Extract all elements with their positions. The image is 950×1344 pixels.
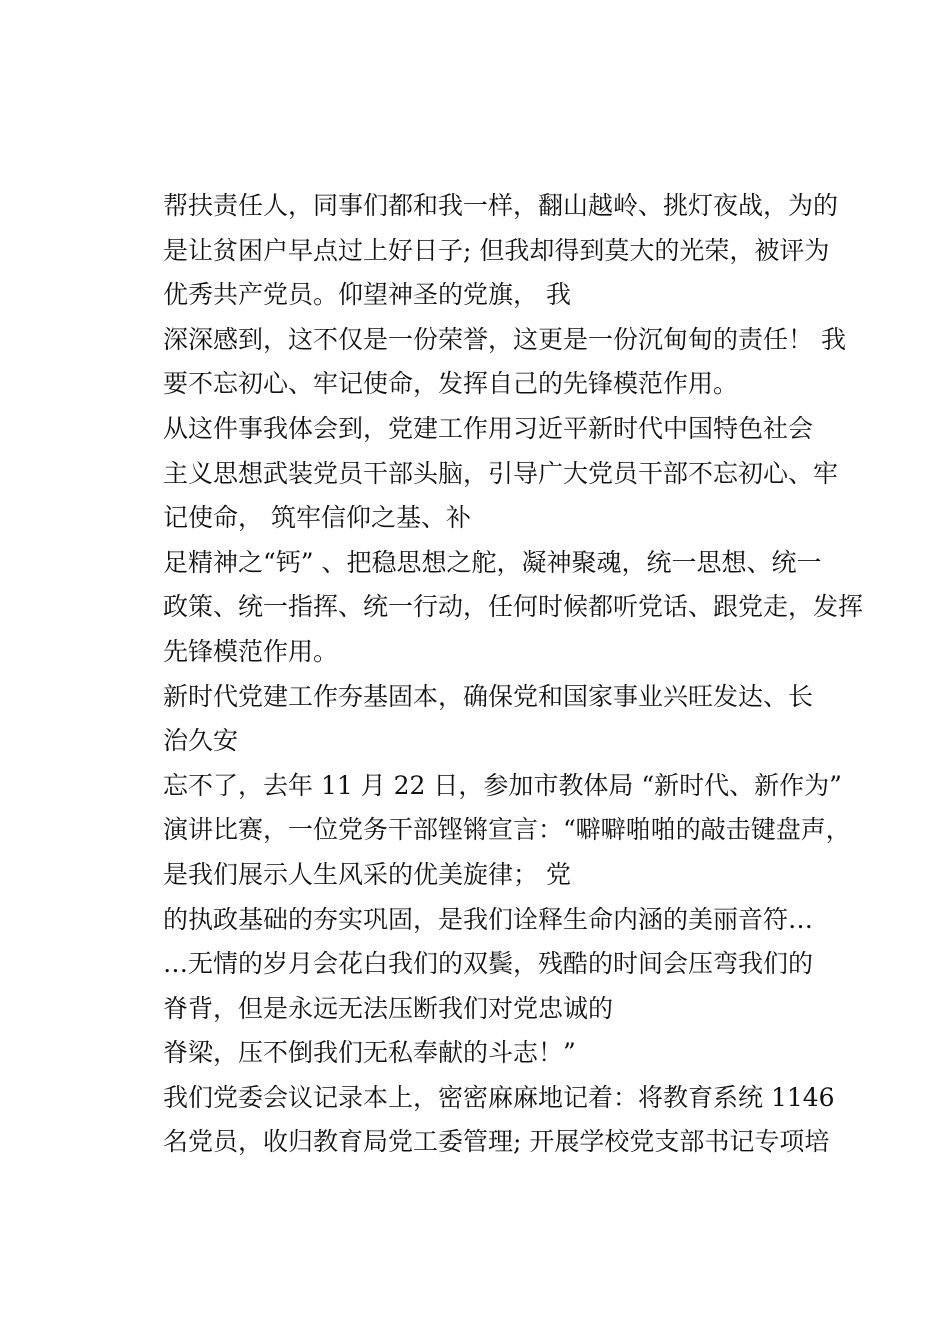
text-line: 足精神之“钙” 、把稳思想之舵，凝神聚魂，统一思想、统一 xyxy=(163,547,822,577)
text-line: 从这件事我体会到，党建工作用习近平新时代中国特色社会 xyxy=(163,413,814,443)
text-line: 演讲比赛，一位党务干部铿锵宣言：“噼噼啪啪的敲击键盘声， xyxy=(163,815,851,845)
text-line: 脊梁，压不倒我们无私奉献的斗志！” xyxy=(163,1038,576,1068)
text-line: 是我们展示人生风采的优美旋律； 党 xyxy=(163,859,571,889)
text-line: 是让贫困户早点过上好日子; 但我却得到莫大的光荣，被评为 xyxy=(163,235,830,265)
text-line: 新时代党建工作夯基固本，确保党和国家事业兴旺发达、长 xyxy=(163,681,814,711)
text-line: 先锋模范作用。 xyxy=(163,636,339,666)
text-line: 要不忘初心、牢记使命，发挥自己的先锋模范作用。 xyxy=(163,369,739,399)
text-line: 深深感到，这不仅是一份荣誉，这更是一份沉甸甸的责任！ 我 xyxy=(163,324,846,354)
text-line: 我们党委会议记录本上，密密麻麻地记着：将教育系统 1146 xyxy=(163,1082,835,1112)
text-line: 政策、统一指挥、统一行动，任何时候都听党话、跟党走，发挥 xyxy=(163,592,864,622)
text-line: 优秀共产党员。仰望神圣的党旗， 我 xyxy=(163,280,571,310)
text-line: 脊背，但是永远无法压断我们对党忠诚的 xyxy=(163,993,614,1023)
text-line: …无情的岁月会花白我们的双鬓，残酷的时间会压弯我们的 xyxy=(163,949,814,979)
text-line: 帮扶责任人，同事们都和我一样，翻山越岭、挑灯夜战，为的 xyxy=(163,191,839,220)
text-line: 记使命， 筑牢信仰之基、补 xyxy=(163,503,471,533)
text-line: 忘不了，去年 11 月 22 日，参加市教体局 “新时代、新作为” xyxy=(163,770,842,800)
text-line: 主义思想武装党员干部头脑，引导广大党员干部不忘初心、牢 xyxy=(163,458,839,488)
document-body xyxy=(163,184,864,1165)
text-line: 名党员，收归教育局党工委管理; 开展学校党支部书记专项培 xyxy=(163,1127,830,1157)
text-line: 治久安 xyxy=(163,726,239,756)
text-line: 的执政基础的夯实巩固，是我们诠释生命内涵的美丽音符… xyxy=(163,904,814,934)
